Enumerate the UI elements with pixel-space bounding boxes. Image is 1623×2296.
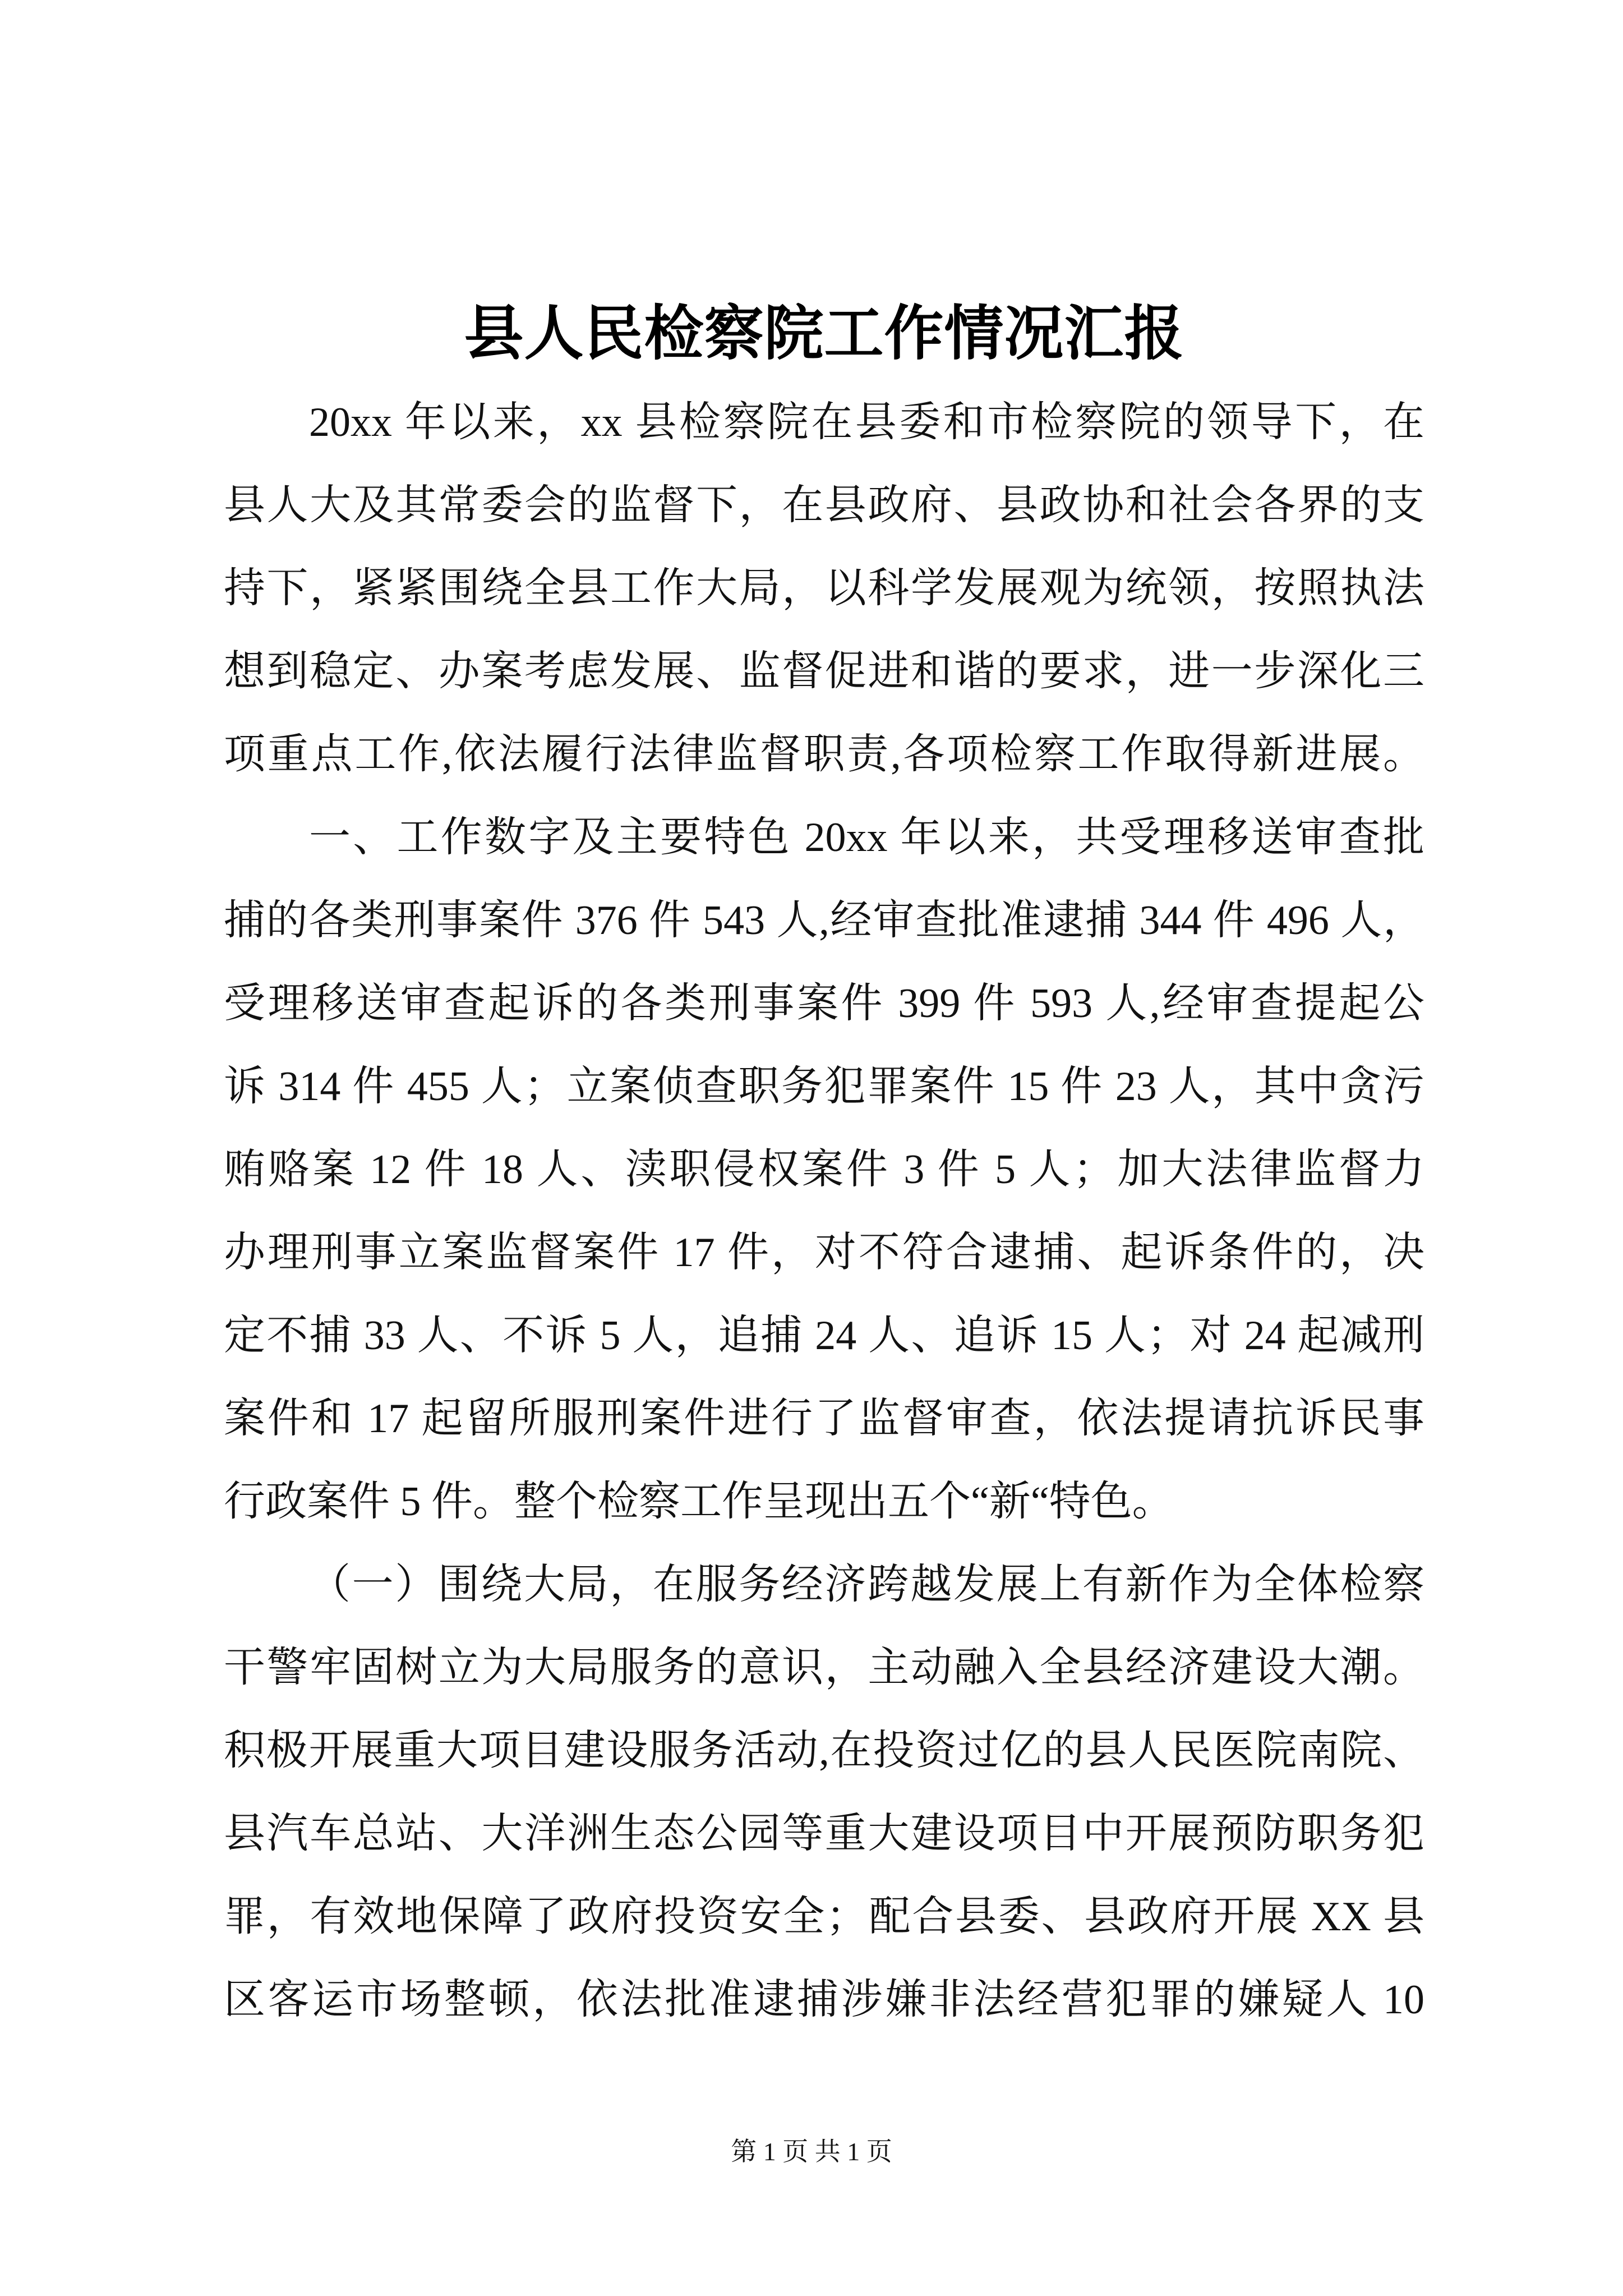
text-line: 诉 314 件 455 人；立案侦查职务犯罪案件 15 件 23 人，其中贪污 bbox=[224, 1064, 1424, 1110]
text-line: 积极开展重大项目建设服务活动,在投资过亿的县人民医院南院、 bbox=[224, 1728, 1424, 1774]
text-line: 捕的各类刑事案件 376 件 543 人,经审查批准逮捕 344 件 496 人， bbox=[224, 898, 1424, 944]
text-line: 办理刑事立案监督案件 17 件，对不符合逮捕、起诉条件的，决 bbox=[224, 1230, 1424, 1276]
document-title: 县人民检察院工作情况汇报 bbox=[464, 301, 1184, 367]
text-line: 干警牢固树立为大局服务的意识，主动融入全县经济建设大潮。 bbox=[224, 1645, 1424, 1691]
page-footer: 第 1 页 共 1 页 bbox=[731, 2137, 892, 2166]
text-line: 想到稳定、办案考虑发展、监督促进和谐的要求，进一步深化三 bbox=[224, 648, 1424, 694]
text-line: 受理移送审查起诉的各类刑事案件 399 件 593 人,经审查提起公 bbox=[224, 981, 1424, 1027]
paragraph-intro bbox=[224, 381, 1424, 796]
text-line: 定不捕 33 人、不诉 5 人，追捕 24 人、追诉 15 人；对 24 起减刑 bbox=[224, 1313, 1424, 1359]
document-body bbox=[224, 381, 1424, 2041]
paragraph-section-one bbox=[224, 1543, 1424, 2041]
text-line: 案件和 17 起留所服刑案件进行了监督审查，依法提请抗诉民事 bbox=[224, 1396, 1424, 1442]
text-line: 行政案件 5 件。整个检察工作呈现出五个“新“特色。 bbox=[224, 1479, 1174, 1525]
text-line: 一、工作数字及主要特色 20xx 年以来，共受理移送审查批 bbox=[309, 815, 1424, 861]
text-line: 贿赂案 12 件 18 人、渎职侵权案件 3 件 5 人；加大法律监督力 bbox=[224, 1147, 1424, 1193]
text-line: （一）围绕大局，在服务经济跨越发展上有新作为全体检察 bbox=[309, 1562, 1424, 1608]
text-line: 县汽车总站、大洋洲生态公园等重大建设项目中开展预防职务犯 bbox=[224, 1811, 1424, 1857]
text-line: 20xx 年以来，xx 县检察院在县委和市检察院的领导下，在 bbox=[309, 399, 1424, 445]
text-line: 区客运市场整顿，依法批准逮捕涉嫌非法经营犯罪的嫌疑人 10 bbox=[224, 1977, 1424, 2023]
text-line: 项重点工作,依法履行法律监督职责,各项检察工作取得新进展。 bbox=[224, 731, 1424, 777]
text-line: 县人大及其常委会的监督下，在县政府、县政协和社会各界的支 bbox=[224, 482, 1424, 528]
text-line: 持下，紧紧围绕全县工作大局，以科学发展观为统领，按照执法 bbox=[224, 565, 1424, 611]
text-line: 罪，有效地保障了政府投资安全；配合县委、县政府开展 XX 县 bbox=[224, 1894, 1424, 1940]
paragraph-statistics bbox=[224, 796, 1424, 1543]
